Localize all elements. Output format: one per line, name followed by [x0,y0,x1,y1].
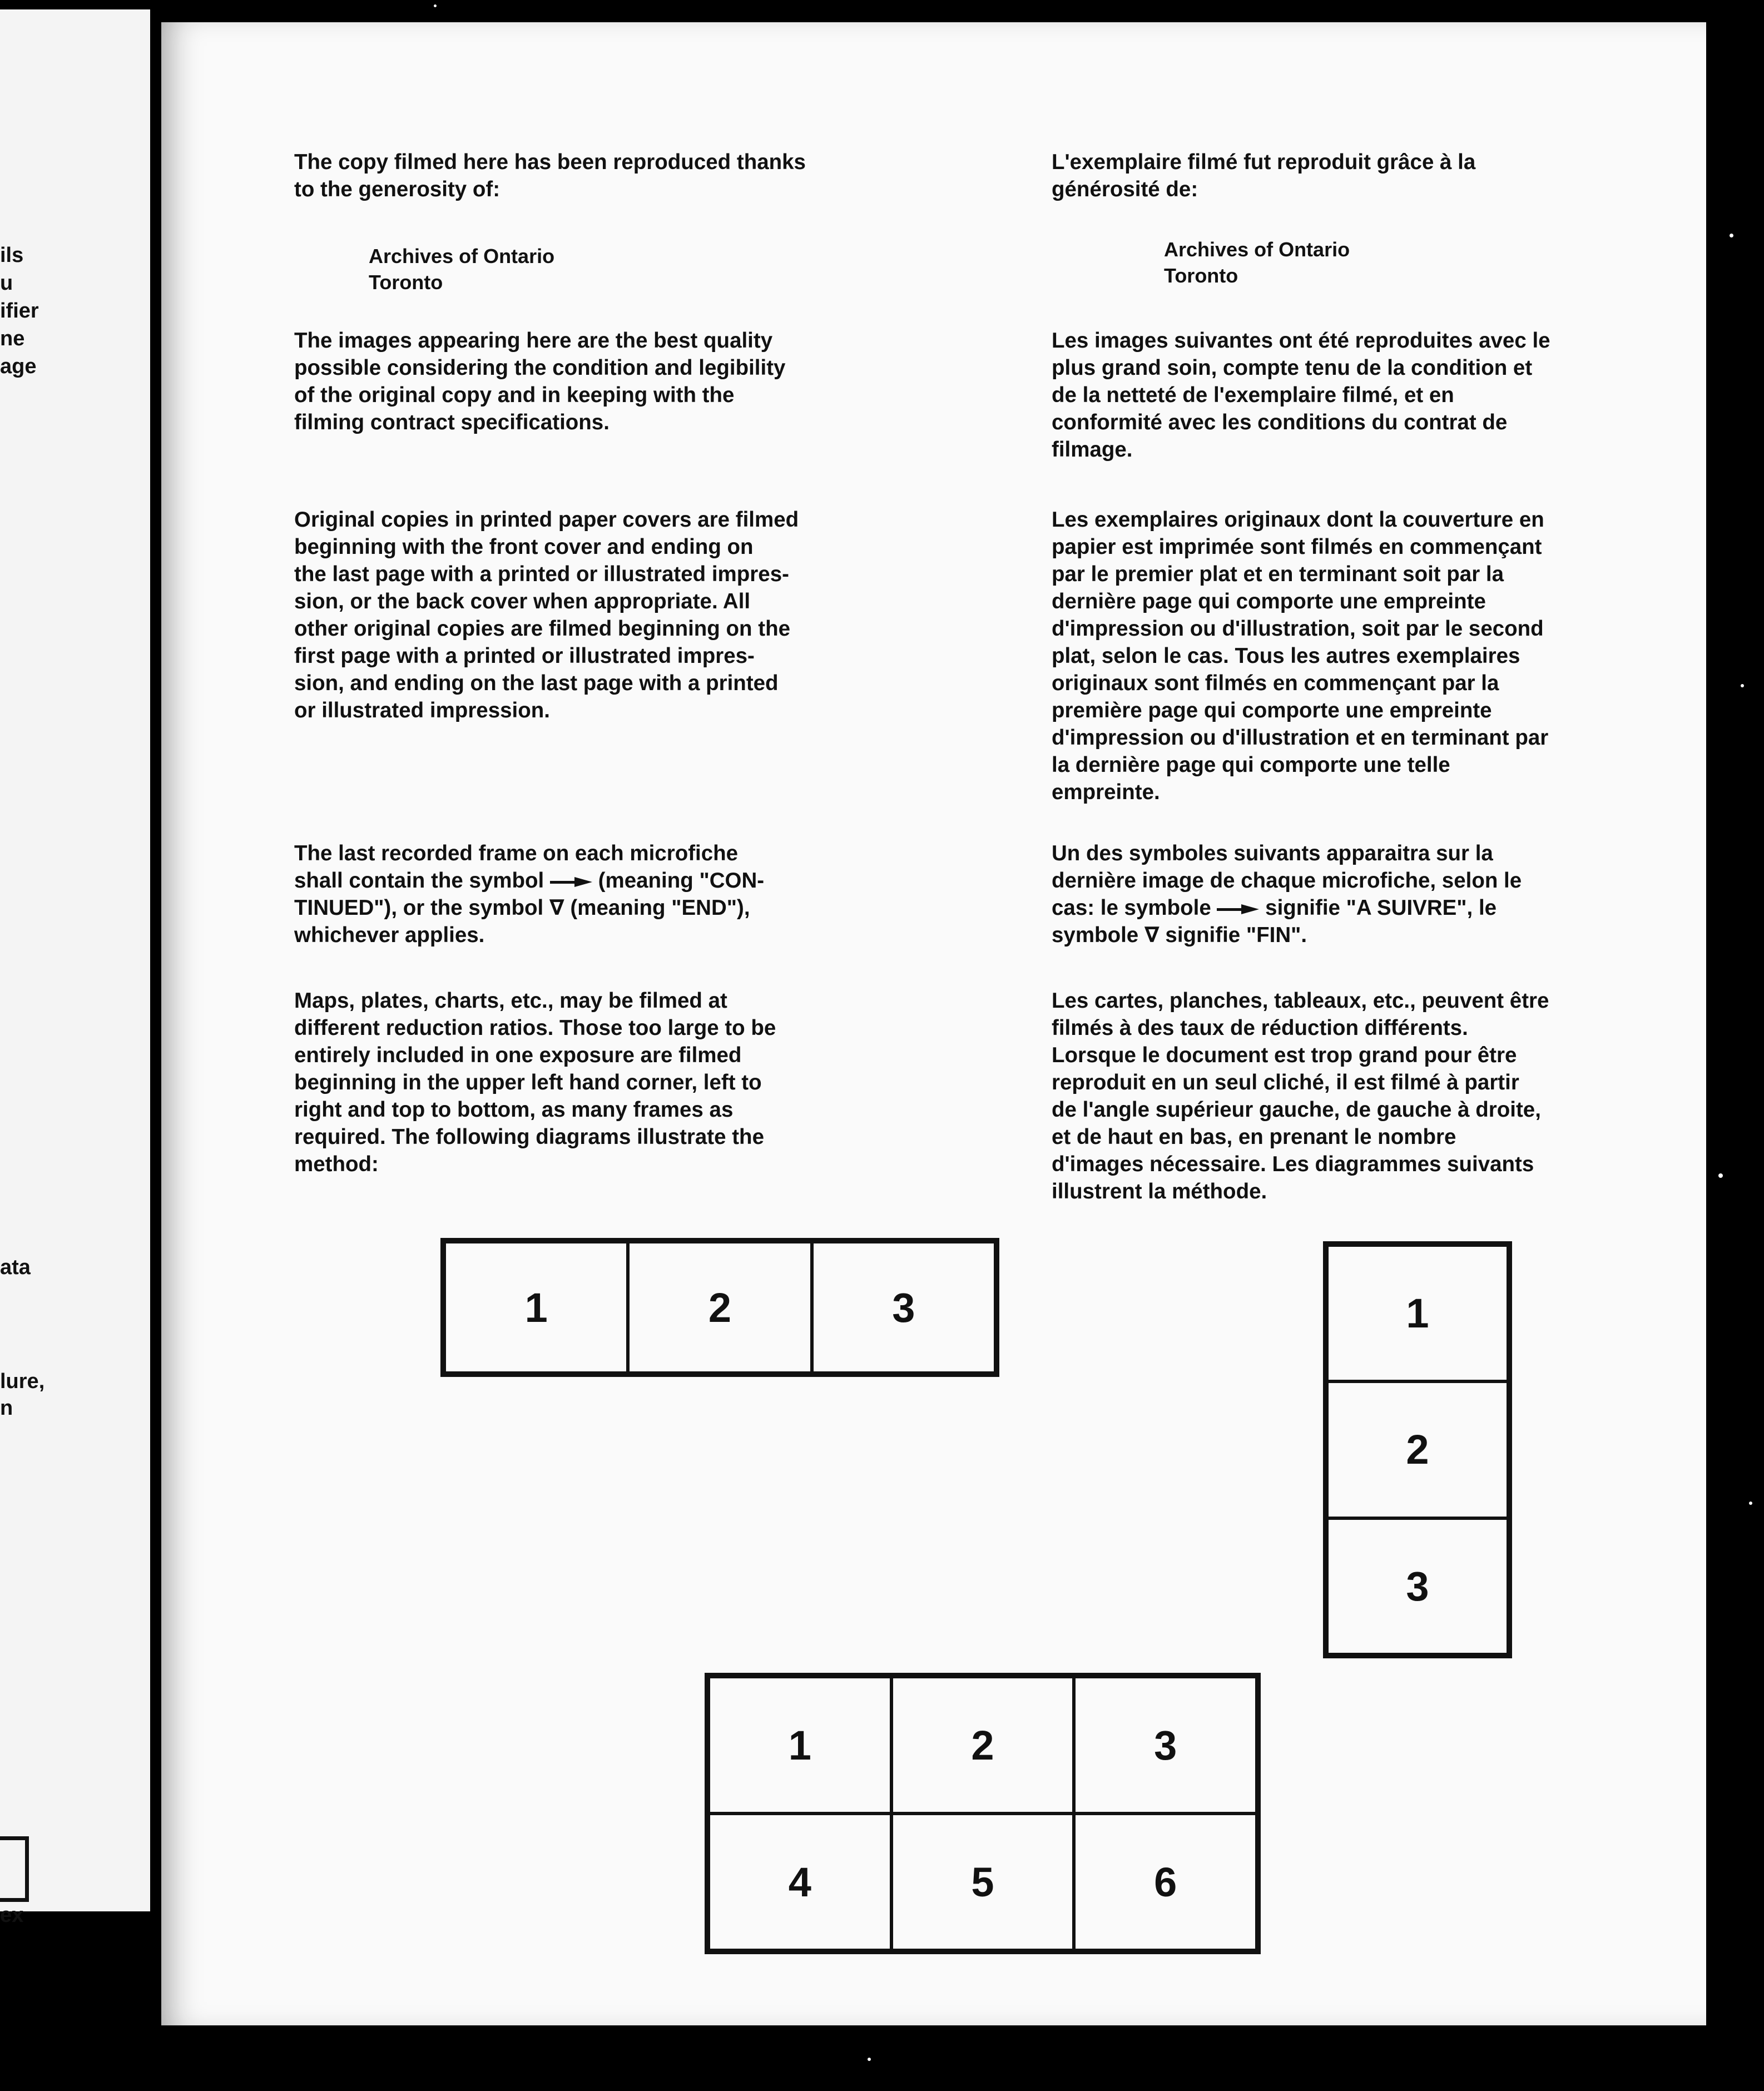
french-quality-line: plus grand soin, compte tenu de la condition et [1052,356,1533,380]
continued-arrow-icon [550,877,592,887]
english-symbols-paragraph [294,840,764,949]
french-originals-line: Les exemplaires originaux dont la couverture en [1052,508,1544,532]
french-maps-line: reproduit en un seul cliché, il est filmé à partir [1052,1071,1519,1094]
diagram-vertical-frames [1323,1241,1512,1658]
french-quality-line: filmage. [1052,438,1133,462]
previous-page-edge [0,9,150,1927]
english-quality-line: possible considering the condition and legibility [294,356,786,380]
film-speck [1741,684,1744,687]
french-originals-line: empreinte. [1052,780,1160,804]
english-originals-line: Original copies in printed paper covers are filmed [294,508,799,532]
film-speck [868,2058,871,2061]
english-institution-line: Archives of Ontario [369,245,555,267]
english-originals-line: beginning with the front cover and ending on [294,535,754,559]
previous-page-fragment: ils [0,244,24,267]
french-originals-line: dernière page qui comporte une empreinte [1052,589,1486,613]
film-speck [1730,234,1733,237]
french-maps-line: et de haut en bas, en prenant le nombre [1052,1125,1456,1149]
a-suivre-arrow-icon [1217,904,1259,914]
english-quality-paragraph [294,327,785,436]
french-maps-line: Lorsque le document est trop grand pour être [1052,1043,1517,1067]
english-maps-line: method: [294,1152,379,1176]
english-intro-line: The copy filmed here has been reproduced thanks [294,150,806,174]
english-quality-line: of the original copy and in keeping with the [294,383,735,407]
english-intro-line: to the generosity of: [294,177,501,201]
french-maps-line: filmés à des taux de réduction différents. [1052,1016,1468,1040]
english-symbols-line-2a: shall contain the symbol [294,869,550,893]
french-symbols-line-3 [1052,894,1522,921]
previous-page-fragment: ex [0,1904,24,1927]
film-speck [1749,1502,1752,1505]
french-originals-line: par le premier plat et en terminant soit par la [1052,562,1504,586]
english-maps-line: beginning in the upper left hand corner, left to [294,1071,762,1094]
english-originals-paragraph [294,506,799,724]
frame-cell-5: 5 [891,1813,1074,1950]
english-originals-line: sion, and ending on the last page with a printed [294,671,779,695]
french-quality-line: conformité avec les conditions du contrat de [1052,410,1508,434]
french-symbols-line-3b: signifie "A SUIVRE", le [1259,896,1497,920]
english-maps-paragraph [294,987,776,1178]
french-intro-line: générosité de: [1052,177,1198,201]
french-symbols-line-4: symbole ∇ signifie "FIN". [1052,923,1307,947]
french-maps-line: Les cartes, planches, tableaux, etc., peuvent être [1052,989,1549,1013]
english-intro [294,148,806,203]
french-maps-line: d'images nécessaire. Les diagrammes suivants [1052,1152,1534,1176]
frame-cell-2: 2 [891,1677,1074,1813]
french-maps-line: illustrent la méthode. [1052,1180,1267,1203]
english-symbols-line-3: TINUED"), or the symbol ∇ (meaning "END"), [294,896,750,920]
english-originals-line: first page with a printed or illustrated impres- [294,644,755,668]
english-maps-line: entirely included in one exposure are filmed [294,1043,742,1067]
french-quality-paragraph [1052,327,1550,463]
film-speck [1718,1173,1723,1178]
french-quality-line: de la netteté de l'exemplaire filmé, et en [1052,383,1454,407]
english-maps-line: required. The following diagrams illustrate the [294,1125,764,1149]
previous-page-fragment: ata [0,1256,31,1279]
frame-cell-2: 2 [628,1242,811,1373]
french-symbols-line-1: Un des symboles suivants apparaitra sur la [1052,841,1493,865]
french-maps-paragraph [1052,987,1549,1205]
frame-cell-3: 3 [1327,1518,1508,1654]
french-originals-line: papier est imprimée sont filmés en commençant [1052,535,1542,559]
previous-page-fragment: age [0,355,37,378]
english-symbols-line-2b: (meaning "CON- [592,869,765,893]
film-speck [434,4,437,7]
previous-page-fragment: lure, [0,1370,45,1393]
frame-cell-1: 1 [444,1242,628,1373]
diagram-grid-frames [705,1673,1261,1954]
frame-cell-3: 3 [1074,1677,1257,1813]
frame-cell-4: 4 [708,1813,891,1950]
previous-page-fragment: ifier [0,299,39,323]
english-maps-line: Maps, plates, charts, etc., may be filmed at [294,989,727,1013]
english-originals-line: or illustrated impression. [294,698,550,722]
english-quality-line: filming contract specifications. [294,410,610,434]
frame-cell-3: 3 [812,1242,995,1373]
english-symbols-line-2 [294,867,764,894]
frame-cell-1: 1 [708,1677,891,1813]
english-maps-line: different reduction ratios. Those too large to be [294,1016,776,1040]
french-originals-line: d'impression ou d'illustration et en terminant par [1052,726,1549,750]
previous-page-fragment: ne [0,327,25,350]
previous-page-box [0,1836,29,1902]
english-originals-line: other original copies are filmed beginning on the [294,617,791,641]
french-intro [1052,148,1475,203]
previous-page-fragment: n [0,1396,13,1420]
french-institution [1164,236,1350,289]
french-symbols-line-3a: cas: le symbole [1052,896,1217,920]
french-quality-line: Les images suivantes ont été reproduites avec le [1052,329,1550,353]
french-originals-line: originaux sont filmés en commençant par la [1052,671,1499,695]
english-institution-line: Toronto [369,271,443,294]
frame-cell-2: 2 [1327,1381,1508,1518]
french-intro-line: L'exemplaire filmé fut reproduit grâce à la [1052,150,1476,174]
document-page [161,22,1706,2025]
english-quality-line: The images appearing here are the best quality [294,329,773,353]
english-symbols-line-4: whichever applies. [294,923,485,947]
french-originals-line: d'impression ou d'illustration, soit par le second [1052,617,1544,641]
english-institution [369,243,554,295]
french-symbols-paragraph [1052,840,1522,949]
diagram-horizontal-frames [440,1238,999,1377]
frame-cell-6: 6 [1074,1813,1257,1950]
french-institution-line: Archives of Ontario [1164,238,1350,261]
french-maps-line: de l'angle supérieur gauche, de gauche à droite, [1052,1098,1541,1122]
previous-page-fragment: u [0,271,13,295]
frame-cell-1: 1 [1327,1245,1508,1381]
english-symbols-line-1: The last recorded frame on each microfiche [294,841,739,865]
english-originals-line: the last page with a printed or illustrated impres- [294,562,789,586]
english-maps-line: right and top to bottom, as many frames as [294,1098,734,1122]
french-originals-line: première page qui comporte une empreinte [1052,698,1492,722]
french-symbols-line-2: dernière image de chaque microfiche, selon le [1052,869,1522,893]
french-originals-paragraph [1052,506,1548,806]
french-originals-line: la dernière page qui comporte une telle [1052,753,1450,777]
french-institution-line: Toronto [1164,264,1238,287]
english-originals-line: sion, or the back cover when appropriate. All [294,589,751,613]
french-originals-line: plat, selon le cas. Tous les autres exemplaires [1052,644,1520,668]
